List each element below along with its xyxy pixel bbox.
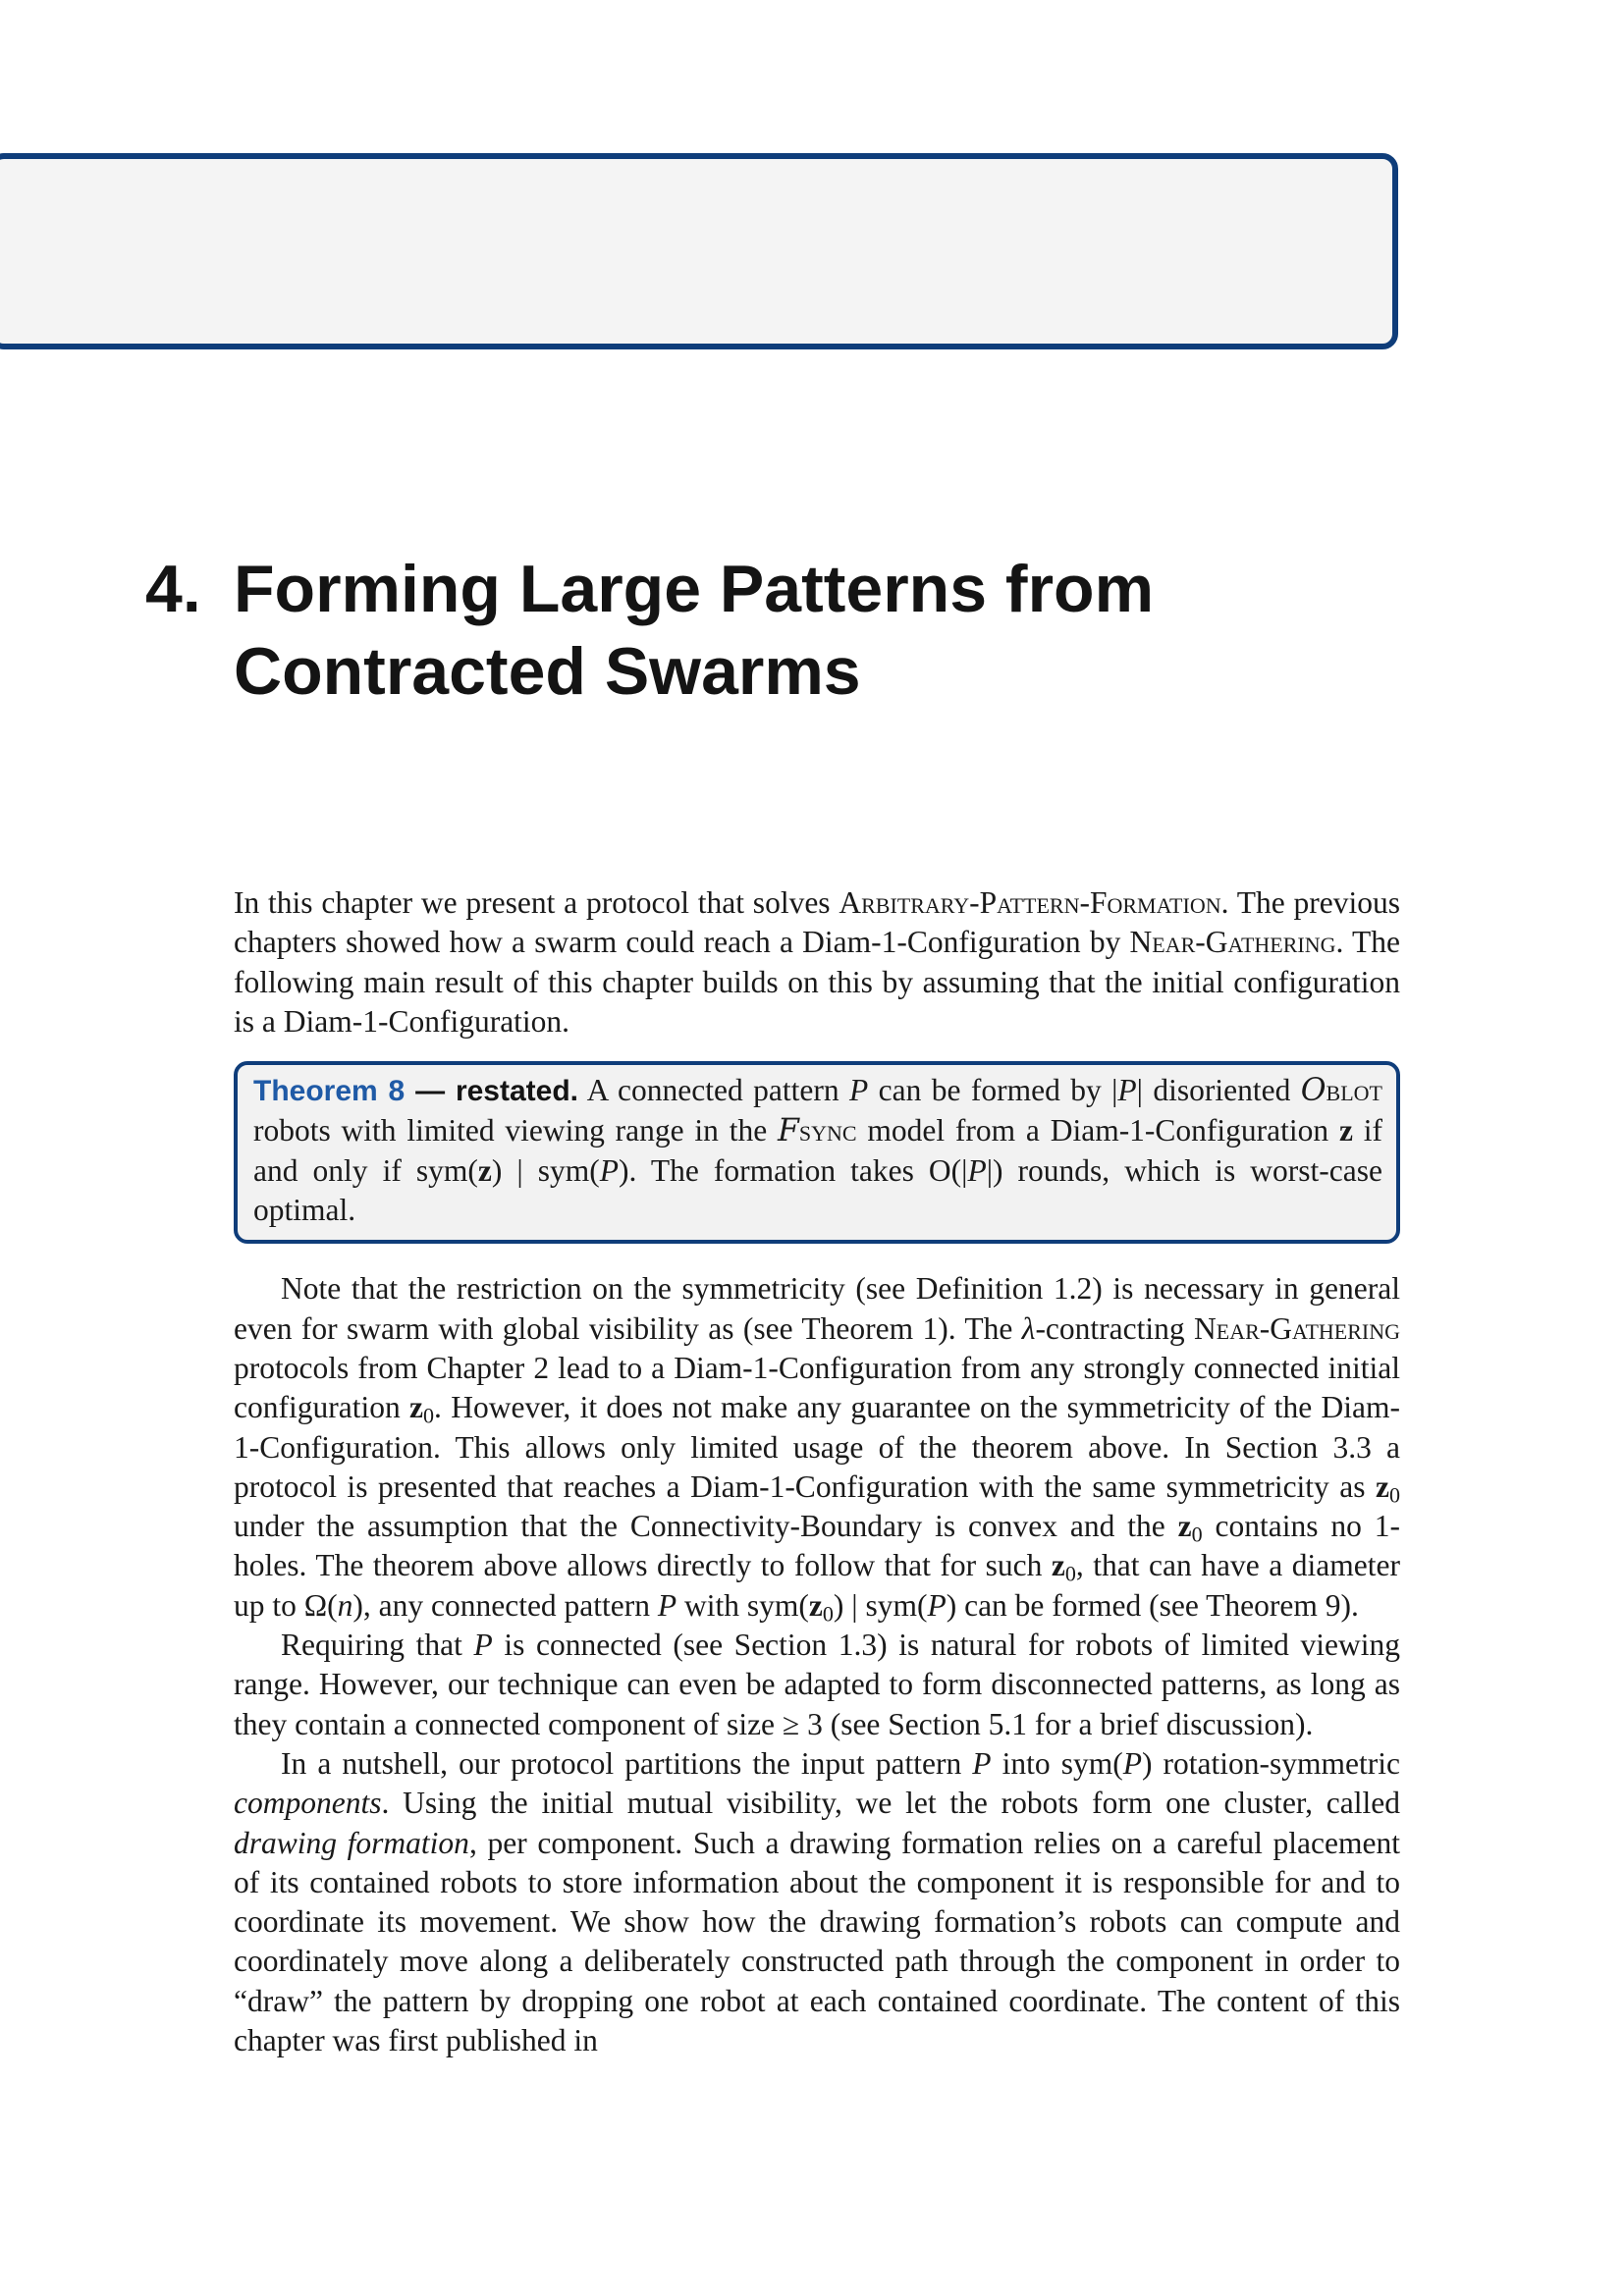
- paragraph-nutshell: In a nutshell, our protocol partitions the input pattern P into sym(P) rotation-symmetric components. Using the initial mutual visibility, we let the robots form one cluster, called drawing formation, per component. Such a drawing formation relies on a careful placement of its contained robots to store information about the component it is responsible for and to coordinate its movement. We show how the drawing formation’s robots can compute and coordinately move along a deliberately constructed path through the component in order to “draw” the pattern by dropping one robot at each contained coordinate. The content of this chapter was first published in: [234, 1745, 1400, 2058]
- chapter-title-line-2: Contracted Swarms: [234, 634, 861, 709]
- chapter-body: [234, 883, 1400, 2060]
- near-gathering-term: Near-Gathering: [1129, 925, 1336, 960]
- fsync-script-f: F: [778, 1113, 799, 1149]
- paragraph-symmetricity: Note that the restriction on the symmetricity (see Definition 1.2) is necessary in general even for swarm with global visibility as (see Theorem 1). The λ-contracting Near-Gathering protocols from Chapter 2 lead to a Diam-1-Configuration from any strongly connected initial configuration $z_0$. However, it does not make any guarantee on the symmetricity of the Diam-1-Configuration. This allows only limited usage of the theorem above. In Section 3.3 a protocol is presented that reaches a Diam-1-Configuration with the same symmetricity as $z_0$ under the assumption that the Connectivity-Boundary is convex and the $z_0$ contains no 1-holes. The theorem above allows directly to follow that for such $z_0$, that can have a diameter up to Ω(n), any connected pattern P with $sym(z_0)$ | sym(P) can be formed (see Theorem 9).: [234, 1271, 1400, 1627]
- arbitrary-pattern-formation-term: Arbitrary-Pattern-Formation: [839, 885, 1221, 920]
- paragraph-connected-pattern: Requiring that P is connected (see Section 1.3) is natural for robots of limited viewing range. However, our technique can even be adapted to form disconnected patterns, as long as they contain a connected component of size ≥ 3 (see Section 5.1 for a brief discussion).: [234, 1628, 1400, 1741]
- oblot-term: blot: [1326, 1073, 1382, 1108]
- chapter-title: [145, 548, 1154, 713]
- chapter-title-line-1: Forming Large Patterns from: [234, 552, 1155, 626]
- theorem-heading: [253, 1075, 578, 1107]
- drawing-formation-term: drawing formation: [234, 1825, 469, 1860]
- theorem-name: Theorem 8: [253, 1075, 406, 1108]
- chapter-number: 4.: [145, 552, 201, 626]
- intro-paragraph: In this chapter we present a protocol that solves Arbitrary-Pattern-Formation. The previous chapters showed how a swarm could reach a Diam-1-Configuration by Near-Gathering. The following main result of this chapter builds on this by assuming that the initial configuration is a Diam-1-Configuration.: [234, 885, 1400, 1039]
- theorem-box: Theorem 8 — restated. A connected pattern P can be formed by |P| disoriented Oblot robots with limited viewing range in the Fsync model from a Diam-1-Configuration z if and only if sym(z) | sym(P). The formation takes O(|P|) rounds, which is worst-case optimal.: [234, 1061, 1400, 1244]
- theorem-note: — restated.: [405, 1075, 578, 1108]
- fsync-term: sync: [798, 1113, 857, 1148]
- oblot-script-o: O: [1300, 1073, 1326, 1109]
- chapter-title-box: [0, 153, 1398, 349]
- components-term: components: [234, 1786, 382, 1821]
